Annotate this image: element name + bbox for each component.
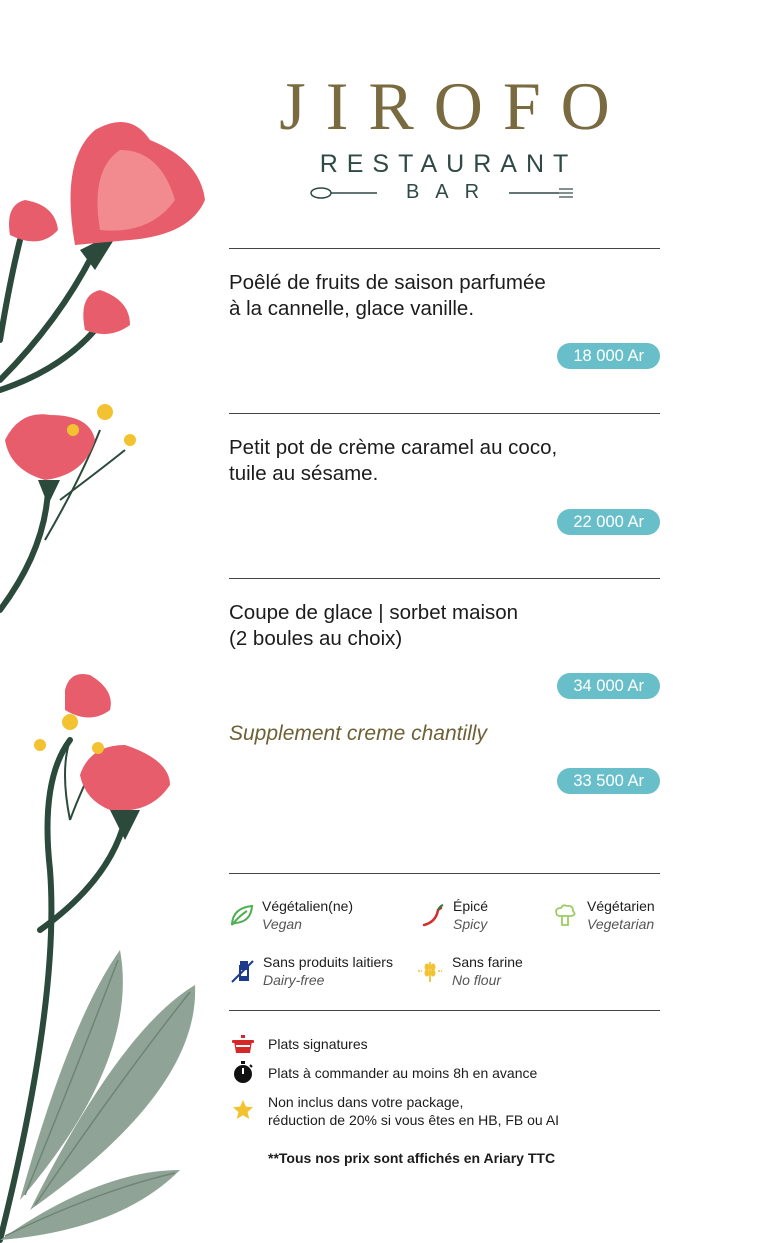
note-signature: Plats signatures — [268, 1036, 368, 1052]
legend-vegetarian: Végétarien Vegetarian — [587, 898, 655, 932]
legend-spicy: Épicé Spicy — [453, 898, 489, 932]
price-badge: 22 000 Ar — [557, 509, 660, 535]
restaurant-header — [229, 68, 660, 207]
star-icon — [231, 1098, 255, 1122]
note-package: Non inclus dans votre package, réduction de 20% si vous êtes en HB, FB ou AI — [268, 1094, 560, 1128]
divider — [229, 248, 660, 249]
legend-vegan: Végétalien(ne) Vegan — [262, 898, 354, 932]
divider — [229, 873, 660, 874]
wheat-icon — [417, 958, 443, 984]
chili-icon — [420, 902, 446, 928]
divider — [229, 1010, 660, 1011]
supplement-label: Supplement creme chantilly — [229, 722, 487, 745]
brand-line-restaurant: RESTAURANT — [319, 150, 578, 178]
pot-icon — [231, 1032, 255, 1056]
brand-name: JIROFO — [279, 68, 630, 144]
menu-item-title: Poêlé de fruits de saison parfumée à la cannelle, glace vanille. — [229, 271, 546, 320]
price-footnote: **Tous nos prix sont affichés en Ariary TTC — [268, 1150, 556, 1166]
broccoli-icon — [552, 902, 578, 928]
price-badge: 34 000 Ar — [557, 673, 660, 699]
menu-item-title: Petit pot de crème caramel au coco, tuile au sésame. — [229, 436, 558, 485]
note-advance-order: Plats à commander au moins 8h en avance — [268, 1065, 538, 1081]
legend-no-flour: Sans farine No flour — [452, 954, 523, 988]
floral-illustration — [0, 0, 240, 1243]
divider — [229, 578, 660, 579]
menu-item-title: Coupe de glace | sorbet maison (2 boules au choix) — [229, 601, 519, 650]
legend-dairy-free: Sans produits laitiers Dairy-free — [263, 954, 393, 988]
stopwatch-icon — [231, 1060, 255, 1084]
milk-bottle-icon — [229, 958, 255, 984]
leaf-icon — [229, 902, 255, 928]
supplement-price-badge: 33 500 Ar — [557, 768, 660, 794]
brand-line-bar: BAR — [405, 181, 496, 203]
divider — [229, 413, 660, 414]
price-badge: 18 000 Ar — [557, 343, 660, 369]
